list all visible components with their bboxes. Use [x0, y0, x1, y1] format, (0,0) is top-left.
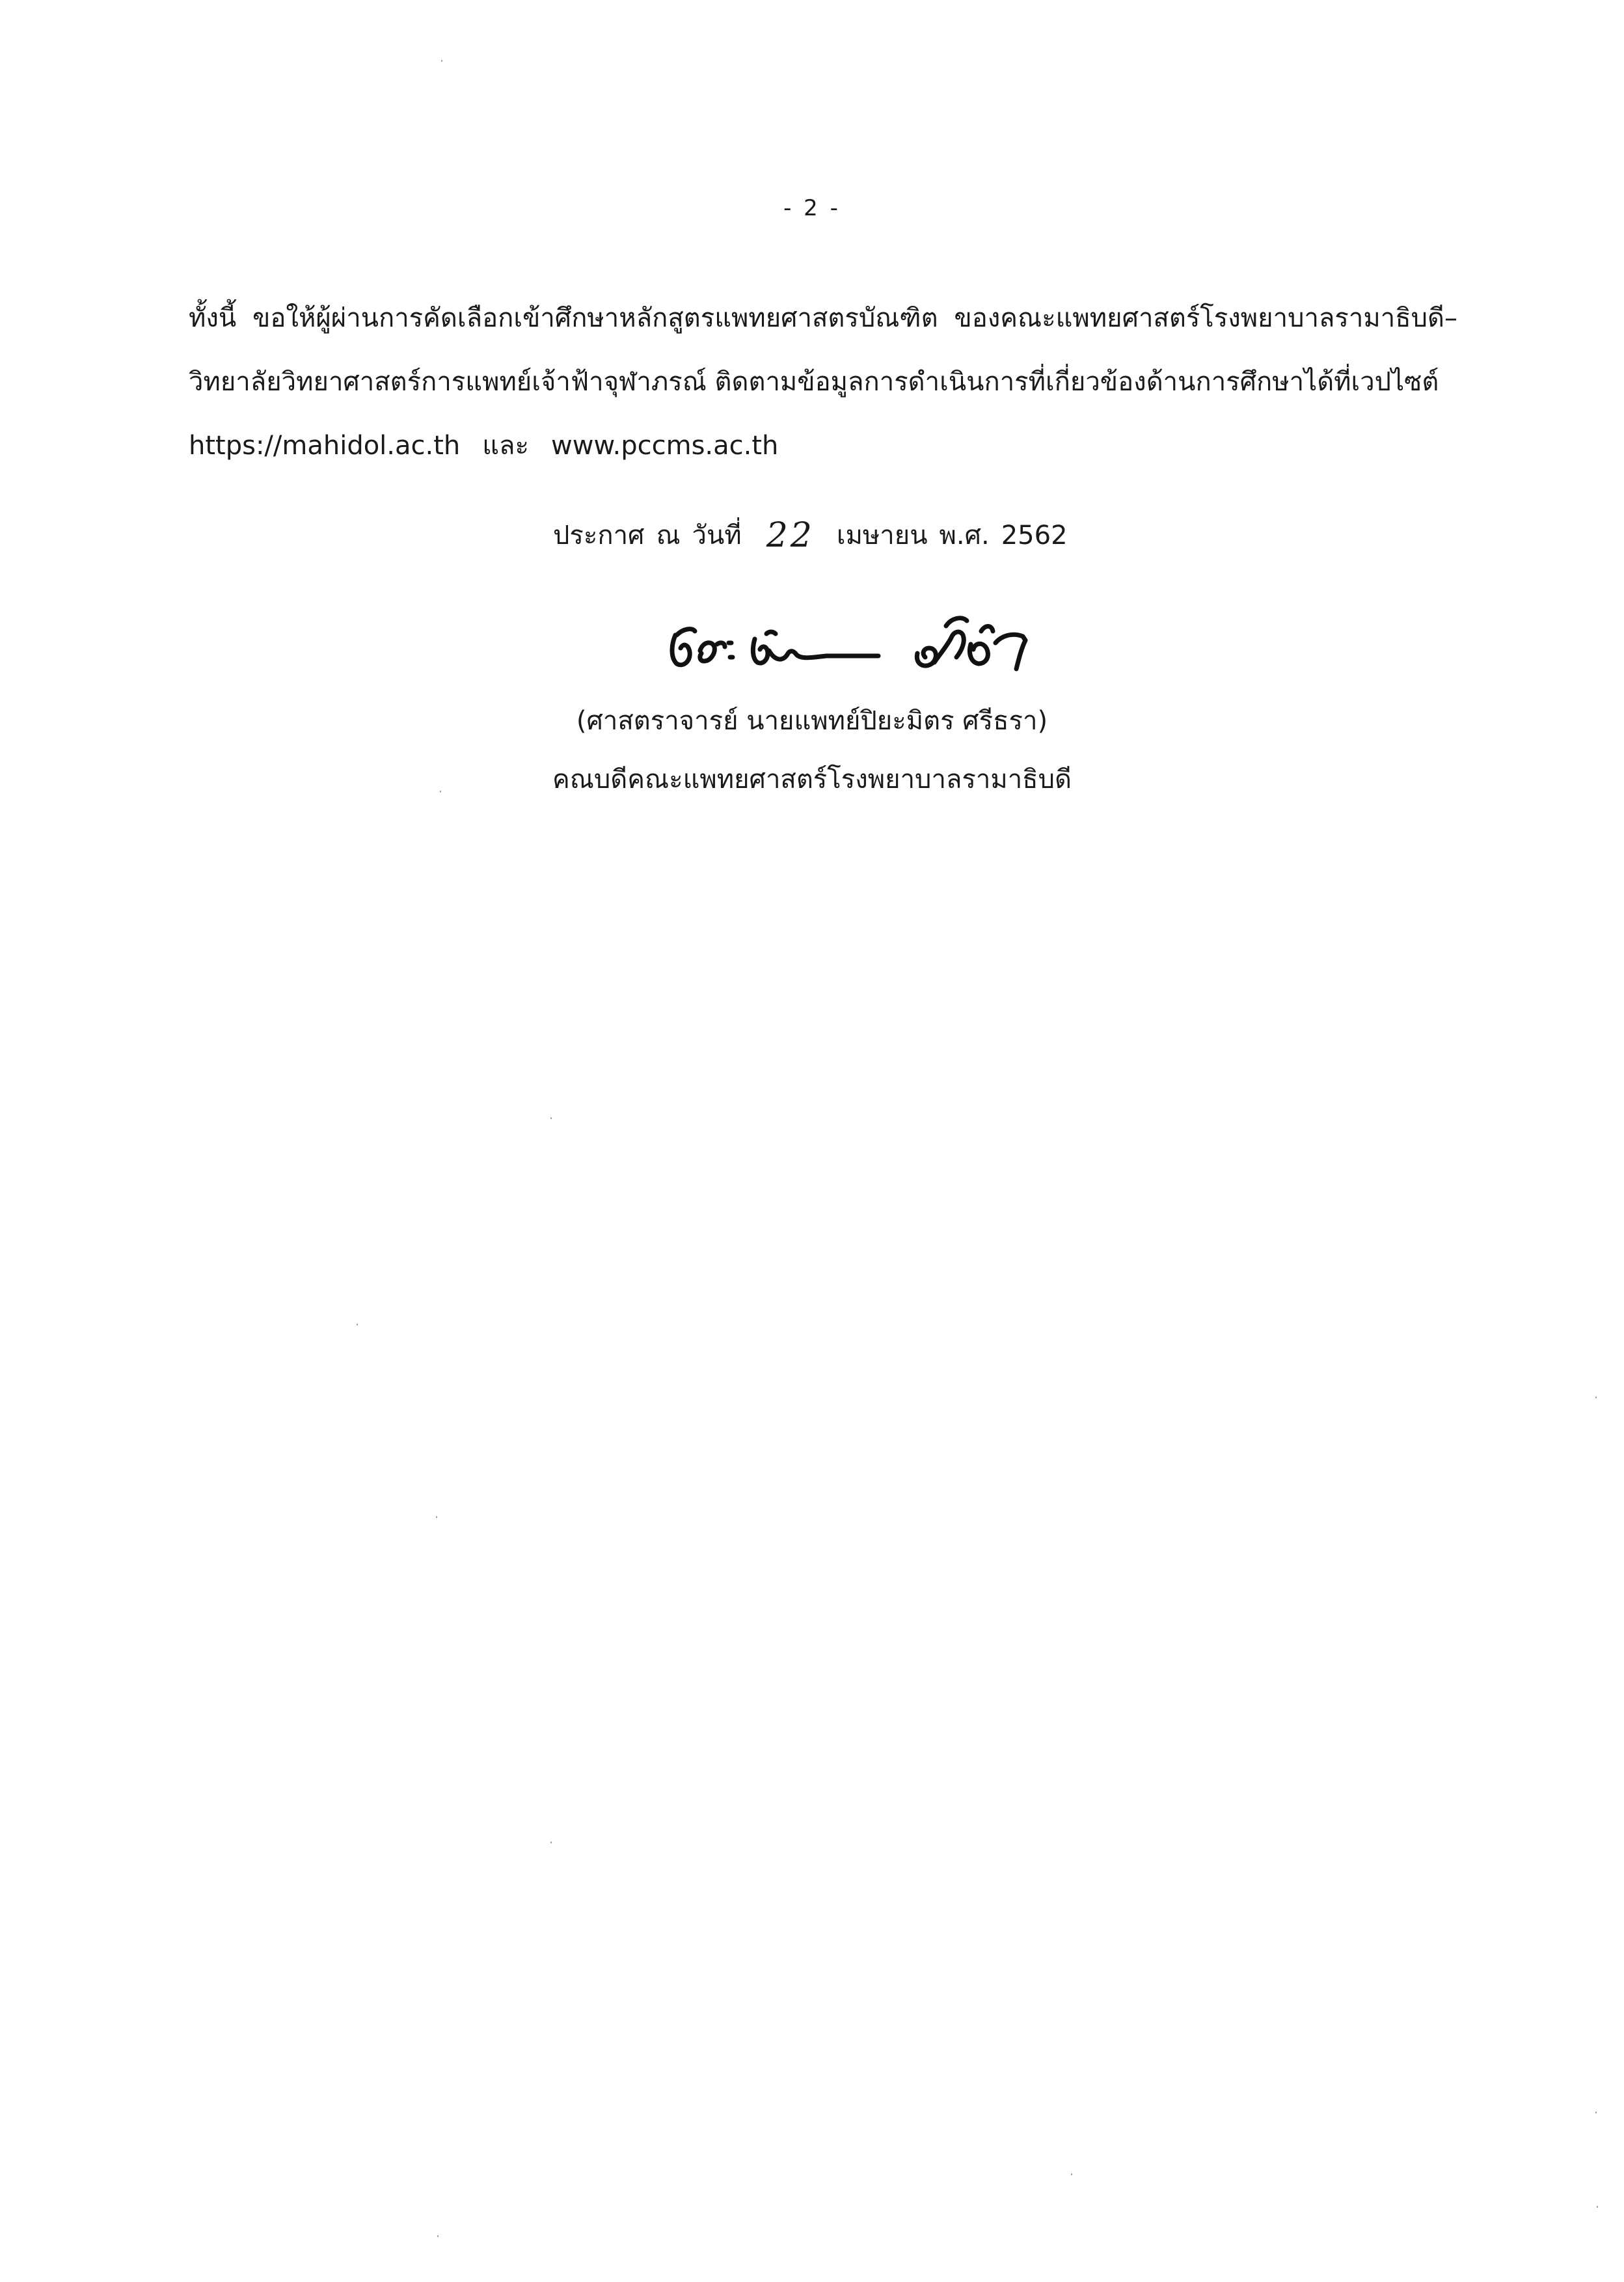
announcement-prefix: ประกาศ — [553, 521, 645, 550]
handwritten-signature — [657, 605, 1061, 677]
signatory-position: คณบดีคณะแพทยศาสตร์โรงพยาบาลรามาธิบดี — [552, 765, 1072, 795]
body-line-3 — [189, 414, 1457, 478]
scan-speck — [437, 2235, 439, 2237]
pccms-website-link[interactable]: www.pccms.ac.th — [551, 431, 779, 461]
scan-speck — [1595, 2112, 1597, 2113]
signatory-name: (ศาสตราจารย์ นายแพทย์ปิยะมิตร ศรีธรา) — [576, 706, 1048, 736]
scan-speck — [436, 1516, 437, 1518]
announcement-year: 2562 — [1001, 521, 1068, 550]
announcement-date — [553, 514, 1068, 556]
handwritten-day: 22 — [766, 516, 815, 555]
announcement-month: เมษายน — [836, 521, 928, 550]
scan-speck — [440, 791, 441, 793]
scan-speck — [550, 1841, 552, 1843]
page-number: - 2 - — [783, 195, 841, 221]
conjunction-text: และ — [482, 431, 530, 461]
announcement-era: พ.ศ. — [939, 521, 990, 550]
scan-speck — [1597, 2206, 1598, 2208]
body-line-1: ทั้งนี้ ขอให้ผู้ผ่านการคัดเลือกเข้าศึกษาหลักสูตรแพทยศาสตรบัณฑิต ของคณะแพทยศาสตร์โรงพยาบาลรามาธิบดี– — [189, 303, 1457, 333]
scan-speck — [550, 1117, 552, 1119]
mahidol-website-link[interactable]: https://mahidol.ac.th — [189, 431, 461, 461]
date-label: วันที่ — [692, 521, 742, 550]
announcement-at: ณ — [656, 521, 681, 550]
body-line-2: วิทยาลัยวิทยาศาสตร์การแพทย์เจ้าฟ้าจุฬาภรณ์ ติดตามข้อมูลการดำเนินการที่เกี่ยวข้องด้านการศึกษาได้ที่เวปไซต์ — [189, 367, 1439, 397]
scan-speck — [1071, 2173, 1072, 2175]
scan-speck — [441, 60, 442, 62]
scan-speck — [1595, 1396, 1597, 1398]
body-paragraph — [189, 286, 1457, 478]
scan-speck — [357, 1324, 358, 1325]
